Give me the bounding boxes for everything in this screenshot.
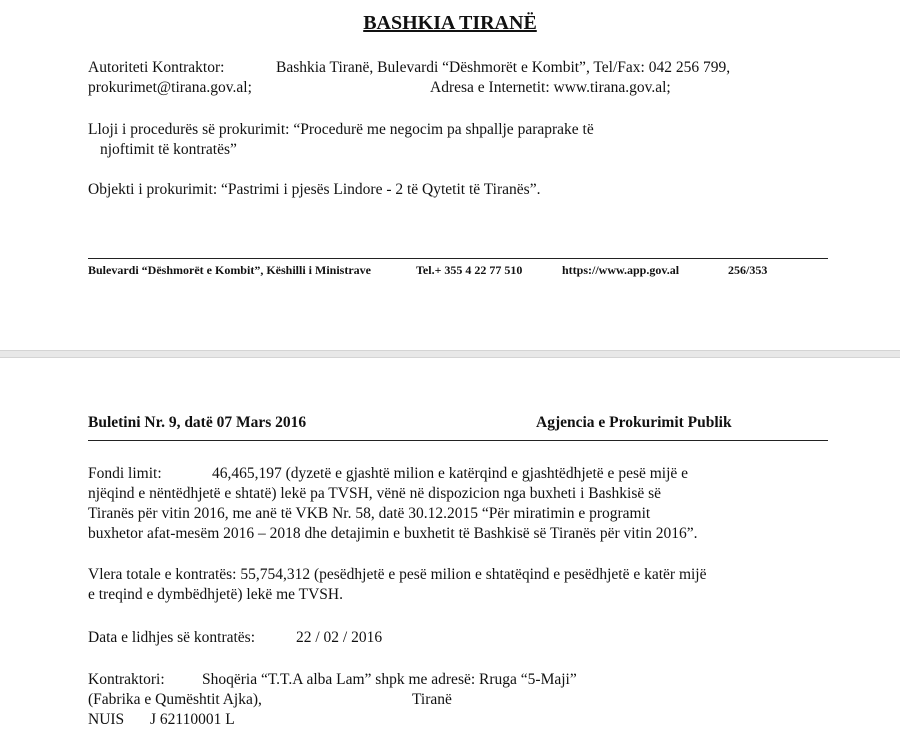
object-line: Objekti i prokurimit: “Pastrimi i pjesës Lindore - 2 të Qytetit të Tiranës”. xyxy=(88,181,541,198)
bulletin-header: Buletini Nr. 9, datë 07 Mars 2016 xyxy=(88,414,307,431)
authority-email: prokurimet@tirana.gov.al; xyxy=(88,79,252,96)
nuis-label: NUIS xyxy=(88,711,125,728)
fund-line-1: 46,465,197 (dyzetë e gjashtë milion e katërqind e gjashtëdhjetë e pesë mijë e xyxy=(212,465,689,482)
footer-page-number: 256/353 xyxy=(728,263,768,277)
authority-label: Autoriteti Kontraktor: xyxy=(88,59,225,76)
contractor-city: Tiranë xyxy=(412,691,452,708)
header-rule xyxy=(88,440,828,441)
document-page-bottom xyxy=(0,358,900,751)
footer-tel: Tel.+ 355 4 22 77 510 xyxy=(416,263,523,277)
contractor-value: Shoqëria “T.T.A alba Lam” shpk me adresë: Rruga “5-Maji” xyxy=(202,671,577,688)
nuis-value: J 62110001 L xyxy=(150,711,235,728)
date-value: 22 / 02 / 2016 xyxy=(296,629,383,646)
agency-header: Agjencia e Prokurimit Publik xyxy=(536,414,732,431)
contractor-label: Kontraktori: xyxy=(88,671,165,688)
fund-line-4: buxhetor afat-mesëm 2016 – 2018 dhe detajimin e buxhetit të Bashkisë së Tiranës për vitin 2016”. xyxy=(88,525,698,542)
document-page-top xyxy=(0,0,900,350)
value-line-1: Vlera totale e kontratës: 55,754,312 (pesëdhjetë e pesë milion e shtatëqind e pesëdhjetë e katër mijë xyxy=(88,566,707,583)
fund-line-2: njëqind e nëntëdhjetë e shtatë) lekë pa TVSH, vënë në dispozicion nga buxheti i Bashkisë së xyxy=(88,485,662,502)
footer-address: Bulevardi “Dëshmorët e Kombit”, Këshilli i Ministrave xyxy=(88,263,371,277)
value-line-2: e treqind e dymbëdhjetë) lekë me TVSH. xyxy=(88,586,343,603)
authority-web: Adresa e Internetit: www.tirana.gov.al; xyxy=(430,79,671,96)
authority-value: Bashkia Tiranë, Bulevardi “Dëshmorët e Kombit”, Tel/Fax: 042 256 799, xyxy=(276,59,731,76)
date-label: Data e lidhjes së kontratës: xyxy=(88,629,256,646)
fund-label: Fondi limit: xyxy=(88,465,162,482)
footer-rule xyxy=(88,258,828,259)
procedure-line-2: njoftimit të kontratës” xyxy=(100,141,237,158)
footer-url: https://www.app.gov.al xyxy=(562,263,680,277)
page-separator xyxy=(0,350,900,358)
fund-line-3: Tiranës për vitin 2016, me anë të VKB Nr. 58, datë 30.12.2015 “Për miratimin e programit xyxy=(88,505,651,522)
page-title: BASHKIA TIRANË xyxy=(363,12,537,34)
procedure-line-1: Lloji i procedurës së prokurimit: “Procedurë me negocim pa shpallje paraprake të xyxy=(88,121,594,138)
contractor-line-2: (Fabrika e Qumështit Ajka), xyxy=(88,691,262,708)
